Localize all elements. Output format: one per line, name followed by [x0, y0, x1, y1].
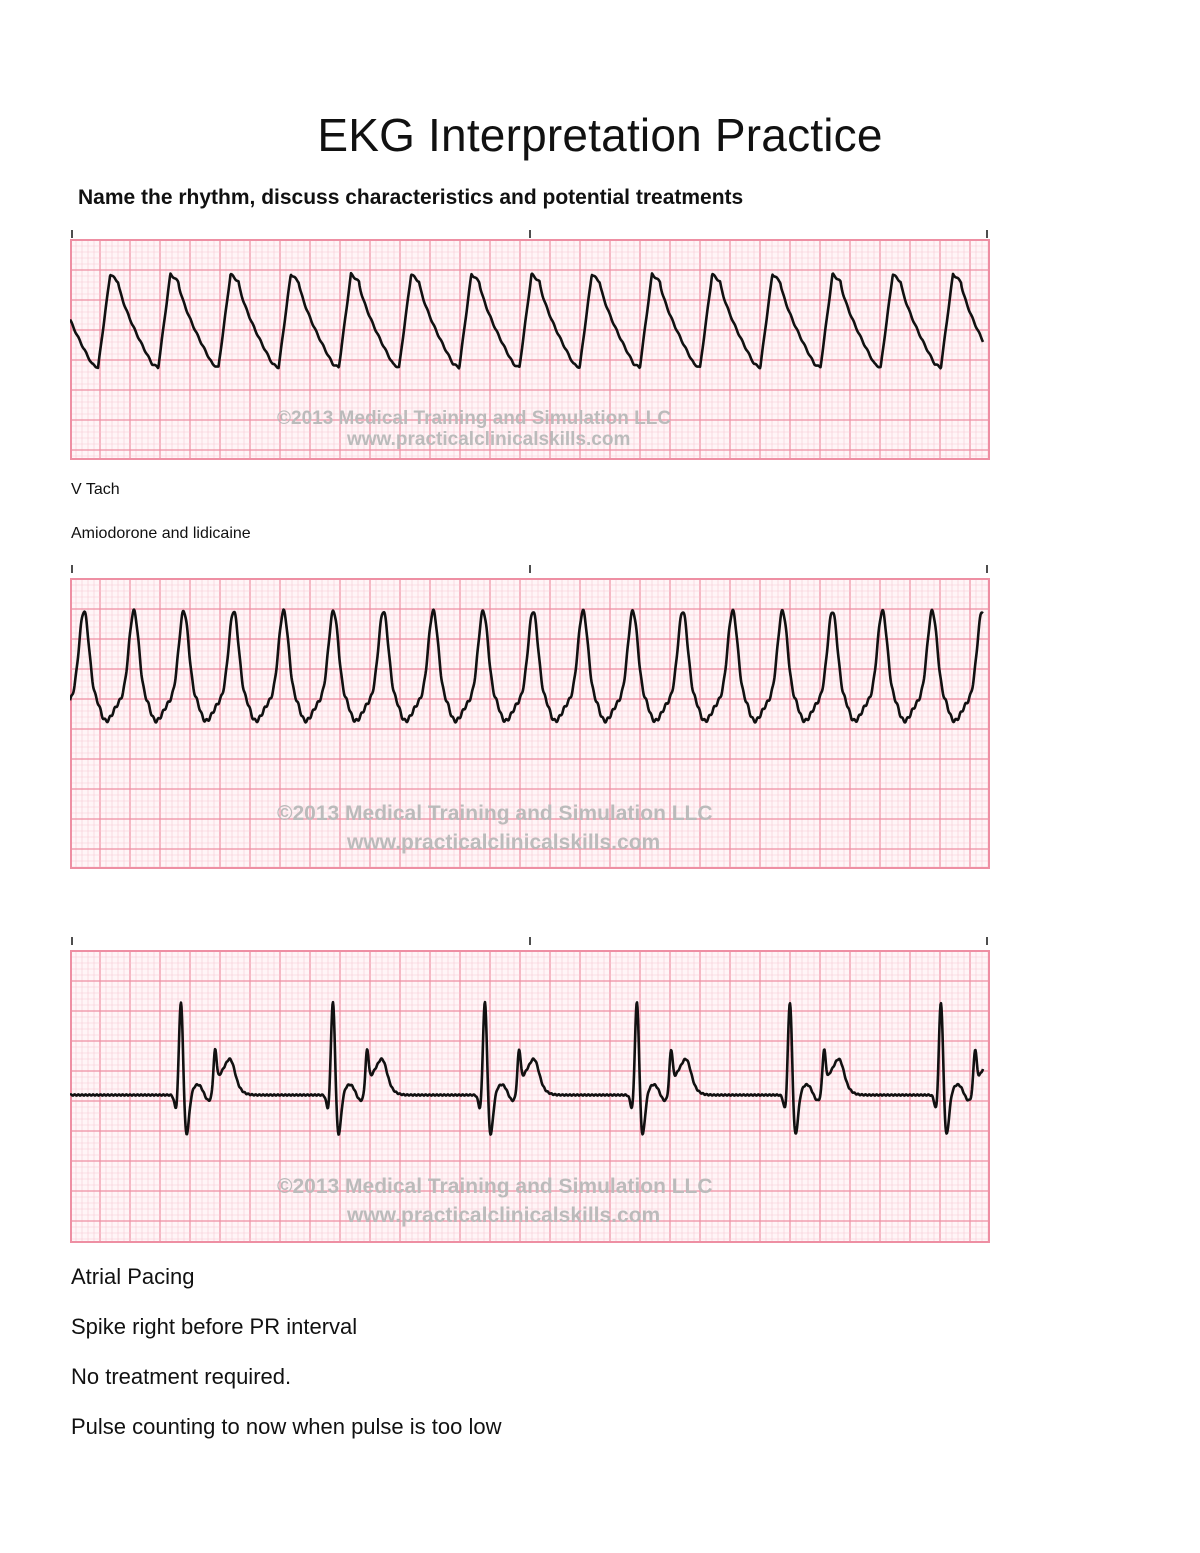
page-title: EKG Interpretation Practice — [317, 109, 883, 161]
answer-characteristic-3: Spike right before PR interval — [71, 1314, 358, 1339]
ekg-strip-3 — [70, 935, 990, 1243]
ekg-grid — [70, 951, 990, 1243]
answer-note-3: Pulse counting to now when pulse is too low — [71, 1414, 502, 1439]
ekg-strip-2-svg — [70, 563, 990, 869]
answer-treatment-1: Amiodorone and lidicaine — [71, 525, 251, 542]
ekg-strip-2 — [70, 563, 990, 869]
watermark-line-1: ©2013 Medical Training and Simulation LLC — [277, 408, 672, 429]
watermark-line-1: ©2013 Medical Training and Simulation LLC — [277, 802, 713, 825]
ekg-strip-3-svg — [70, 935, 990, 1243]
time-marks — [72, 230, 987, 238]
ekg-strip-1 — [70, 228, 990, 460]
answer-treatment-3: No treatment required. — [71, 1364, 292, 1389]
time-marks — [72, 565, 987, 573]
ekg-strip-1-svg — [70, 228, 990, 460]
time-marks — [72, 937, 987, 945]
watermark-line-2: www.practicalclinicalskills.com — [347, 429, 631, 450]
answer-rhythm-1: V Tach — [71, 481, 120, 498]
instruction-text: Name the rhythm, discuss characteristics and potential treatments — [78, 186, 744, 209]
watermark-line-1: ©2013 Medical Training and Simulation LLC — [277, 1175, 713, 1198]
watermark-line-2: www.practicalclinicalskills.com — [347, 1204, 661, 1227]
watermark-line-2: www.practicalclinicalskills.com — [347, 831, 661, 854]
answer-rhythm-3: Atrial Pacing — [71, 1264, 195, 1289]
